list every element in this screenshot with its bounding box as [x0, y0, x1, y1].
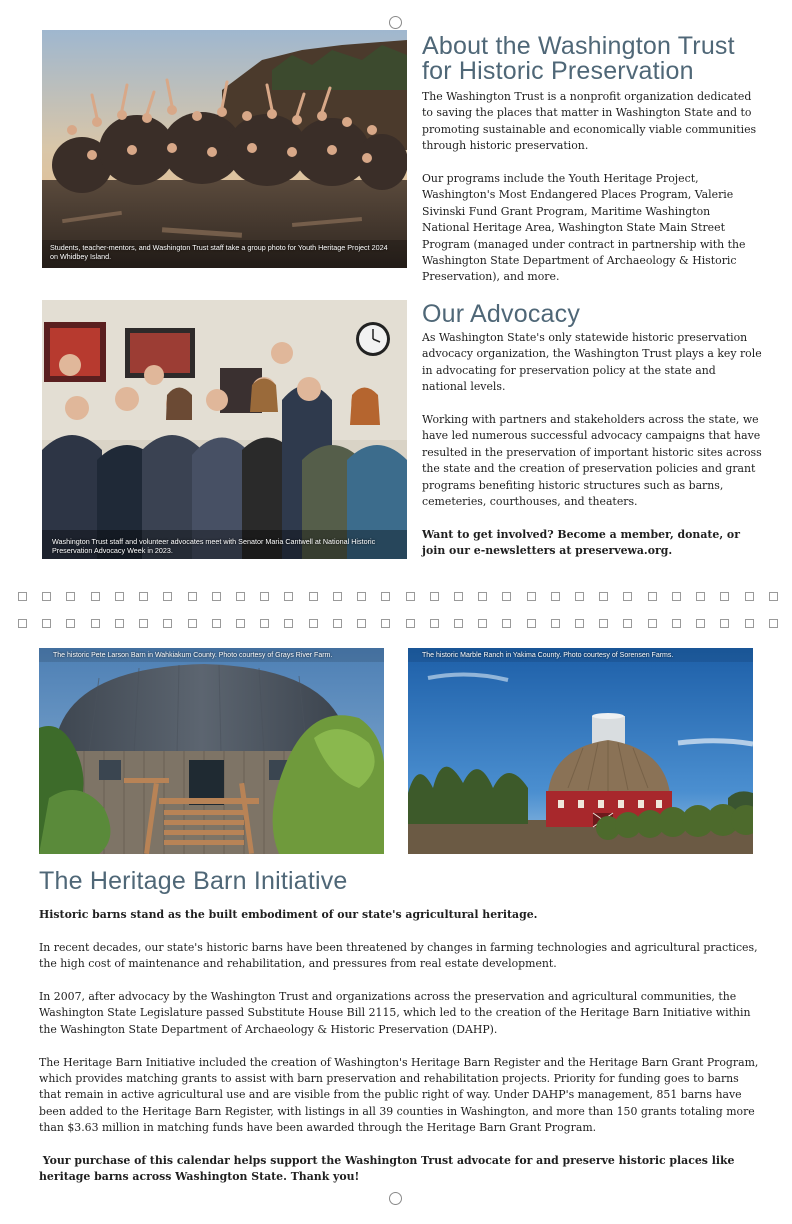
binding-hole-bottom [389, 1192, 402, 1205]
about-paragraph-2: Our programs include the Youth Heritage Project, Washington's Most Endangered Places Program, Valerie Sivinski Fund Grant Program, Maritime Washington National Heritage Area, Washington State Main Street Program (managed under contract in partnership with the Washington State Department of Archaeology & Historic Preservation), and more. [422, 172, 746, 284]
about-heading-line2: for Historic Preservation [422, 57, 694, 85]
advocacy-photo-caption: Washington Trust staff and volunteer advocates meet with Senator Maria Cantwell at National Historic Preservation Advocacy Week in 2023. [52, 537, 376, 555]
perforation-row-1 [18, 592, 778, 602]
binding-hole-top [389, 16, 402, 29]
about-paragraph-1: The Washington Trust is a nonprofit organization dedicated to saving the places that matter in Washington State and to promoting sustainable and economically viable communities through historic preservation. [422, 90, 757, 153]
heritage-barn-intro: Historic barns stand as the built embodiment of our state's agricultural heritage. [39, 908, 538, 921]
marble-ranch-caption: The historic Marble Ranch in Yakima County. Photo courtesy of Sorensen Farms. [422, 652, 674, 659]
about-heading [422, 34, 762, 84]
advocacy-body [422, 330, 762, 560]
about-body [422, 89, 760, 286]
advocacy-heading: Our Advocacy [422, 300, 581, 328]
advocacy-paragraph-2: Working with partners and stakeholders across the state, we have led numerous successful advocacy campaigns that have resulted in the preservation of important historic sites across the state and the creation of preservation policies and grant programs benefiting historic structures such as barns, cemeteries, courthouses, and theaters. [422, 413, 762, 509]
advocacy-call-to-action: Want to get involved? Become a member, donate, or join our e-newsletters at preservewa.org. [422, 527, 740, 558]
youth-heritage-group-photo [42, 30, 407, 268]
pete-larson-barn-photo [39, 648, 384, 854]
perforation-row-2 [18, 619, 778, 629]
youth-photo-caption: Students, teacher-mentors, and Washington Trust staff take a group photo for Youth Heritage Project 2024 on Whidbey Island. [50, 243, 388, 261]
pete-larson-barn-caption: The historic Pete Larson Barn in Wahkiakum County. Photo courtesy of Grays River Farm. [53, 652, 333, 659]
advocacy-paragraph-1: As Washington State's only statewide historic preservation advocacy organization, the Washington Trust plays a key role in advocating for preservation policy at the state and national levels. [422, 331, 762, 394]
marble-ranch-photo [408, 648, 753, 854]
heritage-barn-paragraph-3: The Heritage Barn Initiative included the creation of Washington's Heritage Barn Register and the Heritage Barn Grant Program, which provides matching grants to assist with barn preservation and rehabilitation projects. Priority for funding goes to barns that remain in active agricultural use and are visible from the public right of way. Under DAHP's management, 851 barns have been added to the Heritage Barn Register, with listings in all 39 counties in Washington, and more than 150 grants totaling more than $3.63 million in matching funds have been awarded through the Heritage Barn Grant Program. [39, 1055, 759, 1135]
about-heading-line1: About the Washington Trust [422, 32, 735, 60]
heritage-barn-paragraph-2: In 2007, after advocacy by the Washington Trust and organizations across the preservation and agricultural communities, the Washington State Legislature passed Substitute House Bill 2115, which led to the creation of the Heritage Barn Initiative within the Washington State Department of Archaeology & Historic Preservation (DAHP). [39, 990, 751, 1036]
heritage-barn-heading: The Heritage Barn Initiative [39, 867, 348, 895]
advocacy-week-photo [42, 300, 407, 559]
heritage-barn-body [39, 907, 759, 1186]
heritage-barn-paragraph-1: In recent decades, our state's historic barns have been threatened by changes in farming technologies and agricultural practices, the high cost of maintenance and rehabilitation, and pressures from real estate development. [39, 940, 758, 971]
heritage-barn-closing: Your purchase of this calendar helps support the Washington Trust advocate for and preserve historic places like heritage barns across Washington State. Thank you! [39, 1154, 739, 1184]
